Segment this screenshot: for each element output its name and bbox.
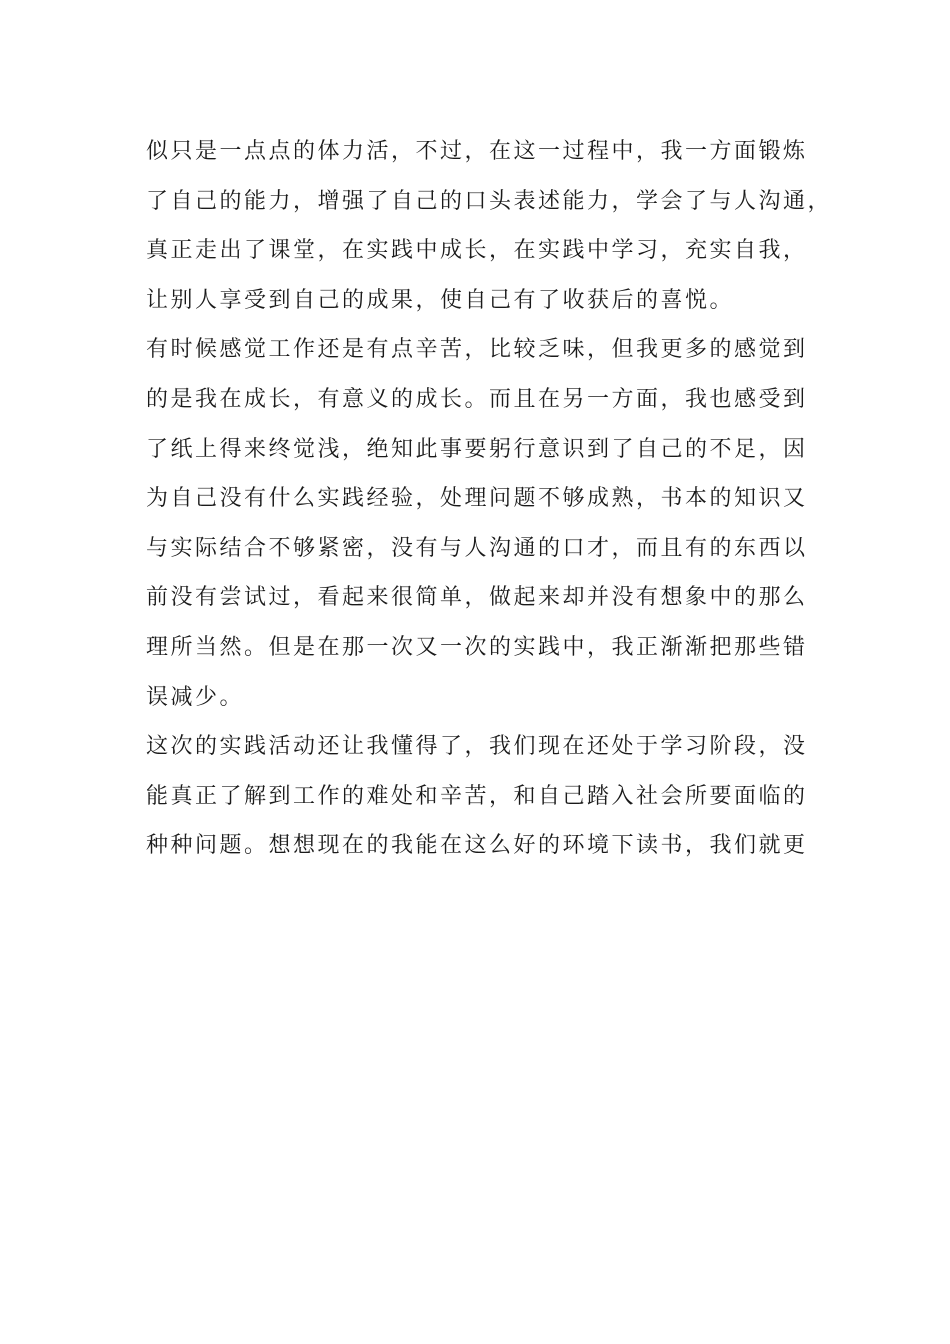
text-line: 了自己的能力，增强了自己的口头表述能力，学会了与人沟通， — [146, 188, 833, 214]
text-line: 这次的实践活动还让我懂得了，我们现在还处于学习阶段，没 — [146, 734, 808, 760]
text-line: 真正走出了课堂，在实践中成长，在实践中学习，充实自我， — [146, 238, 808, 264]
text-line: 理所当然。但是在那一次又一次的实践中，我正渐渐把那些错 — [146, 634, 808, 660]
text-line: 有时候感觉工作还是有点辛苦，比较乏味，但我更多的感觉到 — [146, 337, 808, 363]
text-line: 误减少。 — [146, 684, 245, 710]
text-line: 的是我在成长，有意义的成长。而且在另一方面，我也感受到 — [146, 386, 808, 412]
text-line: 与实际结合不够紧密，没有与人沟通的口才，而且有的东西以 — [146, 535, 808, 561]
text-line: 为自己没有什么实践经验，处理问题不够成熟，书本的知识又 — [146, 486, 808, 512]
text-line: 似只是一点点的体力活，不过，在这一过程中，我一方面锻炼 — [146, 139, 808, 164]
text-line: 让别人享受到自己的成果，使自己有了收获后的喜悦。 — [146, 287, 735, 313]
text-line: 种种问题。想想现在的我能在这么好的环境下读书，我们就更 — [146, 833, 808, 859]
text-line: 前没有尝试过，看起来很简单，做起来却并没有想象中的那么 — [146, 585, 808, 611]
text-line: 能真正了解到工作的难处和辛苦，和自己踏入社会所要面临的 — [146, 783, 808, 809]
body-text — [146, 132, 836, 876]
text-line: 了纸上得来终觉浅，绝知此事要躬行意识到了自己的不足，因 — [146, 436, 808, 462]
